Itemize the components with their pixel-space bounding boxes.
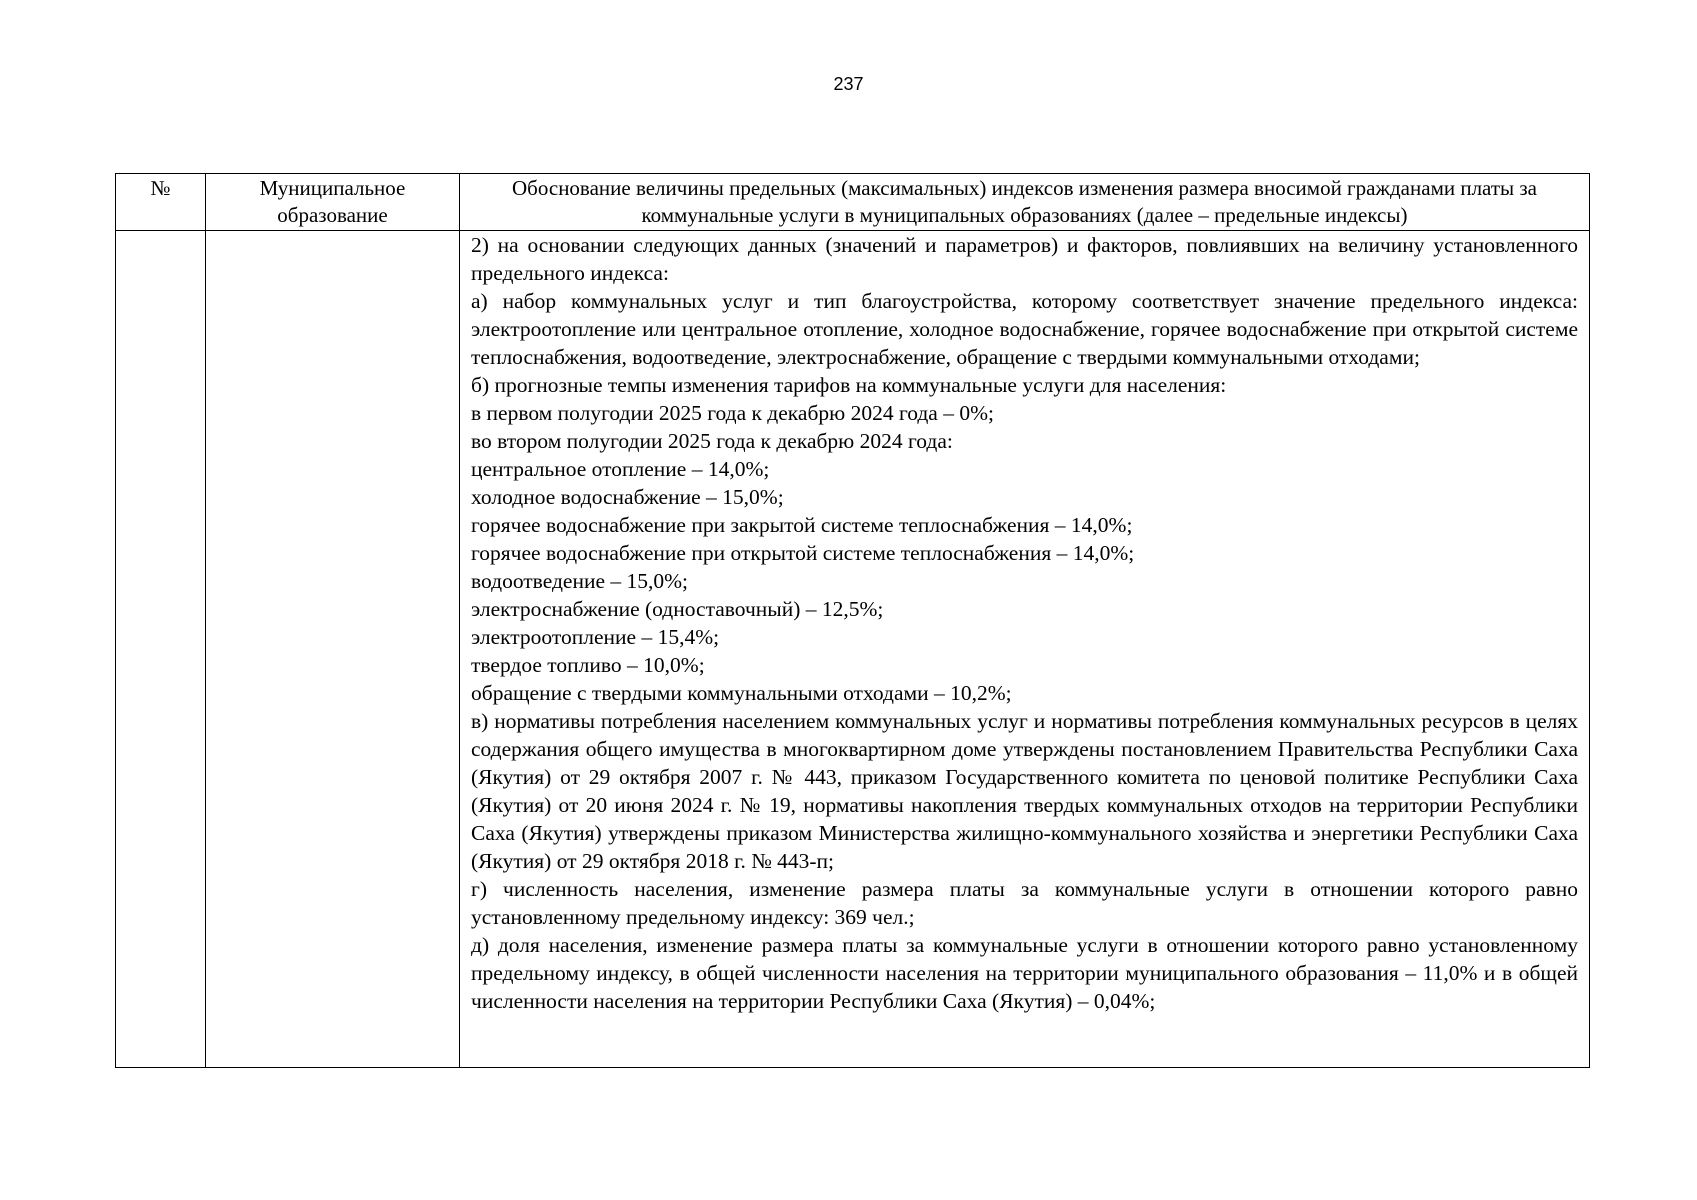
paragraph-d-population: г) численность населения, изменение размера платы за коммунальные услуги в отношении которого равно установленному предельному индексу: 369 чел.; <box>471 877 1578 929</box>
header-municipality: Муниципальное образование <box>206 174 460 231</box>
paragraph-b-forecast: б) прогнозные темпы изменения тарифов на коммунальные услуги для населения: <box>471 373 1227 397</box>
paragraph-c-norms: в) нормативы потребления населением коммунальных услуг и нормативы потребления коммунальных ресурсов в целях содержания общего имущества в многоквартирном доме утверждены постановлением Правительства Республики Саха (Якутия) от 29 октября 2007 г. № 443, приказом Государственного комитета по ценовой политике Республики Саха (Якутия) от 20 июня 2024 г. № 19, нормативы накопления твердых коммунальных отходов на территории Республики Саха (Якутия) утверждены приказом Министерства жилищно-коммунального хозяйства и энергетики Республики Саха (Якутия) от 29 октября 2018 г. № 443-п; <box>471 709 1578 873</box>
header-number: № <box>116 174 206 231</box>
cell-number <box>116 231 206 1068</box>
paragraph-e-share: д) доля населения, изменение размера платы за коммунальные услуги в отношении которого равно установленному предельному индексу, в общей численности населения на территории муниципального образования – 11,0% и в общей численности населения на территории Республики Саха (Якутия) – 0,04%; <box>471 933 1578 1013</box>
cell-justification <box>460 231 1590 1068</box>
cell-municipality <box>206 231 460 1068</box>
header-justification: Обоснование величины предельных (максимальных) индексов изменения размера вносимой гражданами платы за коммунальные услуги в муниципальных образованиях (далее – предельные индексы) <box>460 174 1590 231</box>
rate-hot-water-open: горячее водоснабжение при открытой системе теплоснабжения – 14,0%; <box>471 541 1135 565</box>
paragraph-basis: 2) на основании следующих данных (значений и параметров) и факторов, повлиявших на величину установленного предельного индекса: <box>471 233 1578 285</box>
rate-cold-water: холодное водоснабжение – 15,0%; <box>471 485 784 509</box>
rate-central-heating: центральное отопление – 14,0%; <box>471 457 770 481</box>
tariff-index-table <box>115 173 1590 1068</box>
line-second-half: во втором полугодии 2025 года к декабрю 2024 года: <box>471 429 953 453</box>
line-first-half: в первом полугодии 2025 года к декабрю 2024 года – 0%; <box>471 401 994 425</box>
paragraph-a-services: а) набор коммунальных услуг и тип благоустройства, которому соответствует значение предельного индекса: электроотопление или центральное отопление, холодное водоснабжение, горячее водоснабжение при открытой системе теплоснабжения, водоотведение, электроснабжение, обращение с твердыми коммунальными отходами; <box>471 289 1578 369</box>
page-number: 237 <box>833 74 864 94</box>
table-row <box>116 231 1590 1068</box>
rate-hot-water-closed: горячее водоснабжение при закрытой системе теплоснабжения – 14,0%; <box>471 513 1133 537</box>
rate-solid-waste: обращение с твердыми коммунальными отходами – 10,2%; <box>471 681 1012 705</box>
rate-solid-fuel: твердое топливо – 10,0%; <box>471 653 705 677</box>
rate-drainage: водоотведение – 15,0%; <box>471 569 689 593</box>
rate-electric-heating: электроотопление – 15,4%; <box>471 625 720 649</box>
table-header-row <box>116 174 1590 231</box>
rate-electricity: электроснабжение (одноставочный) – 12,5%; <box>471 597 884 621</box>
